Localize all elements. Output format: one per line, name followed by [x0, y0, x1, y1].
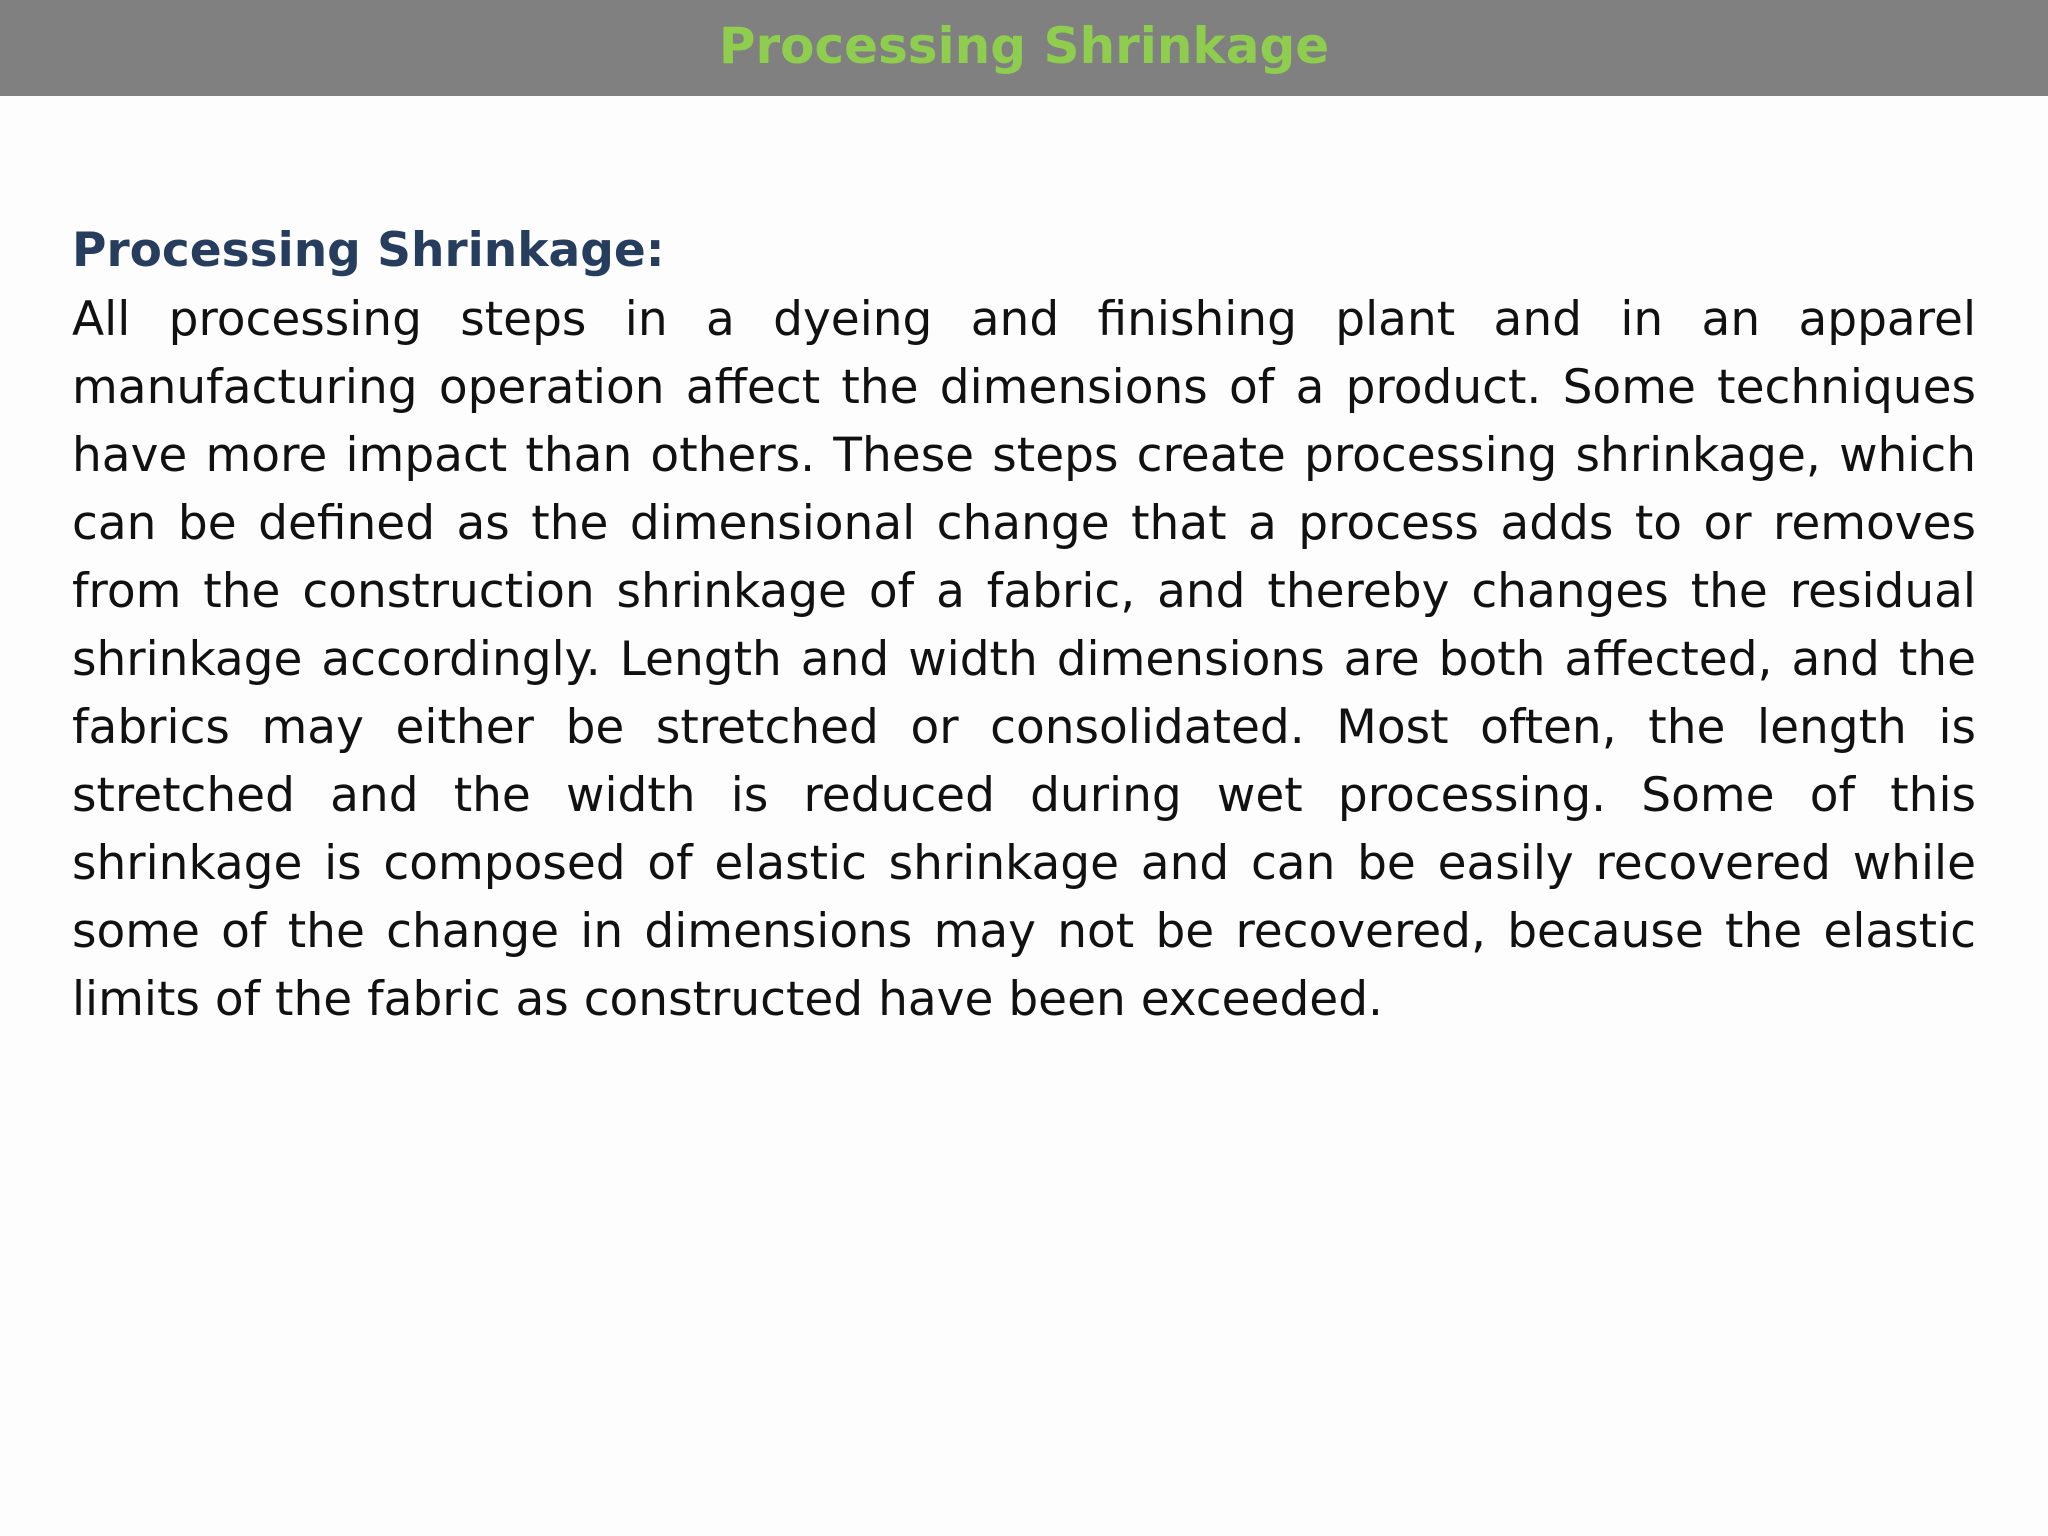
section-heading: Processing Shrinkage:: [72, 223, 665, 278]
body-paragraph: All processing steps in a dyeing and finishing plant and in an apparel manufacturing operation affect the dimensions of a product. Some techniques have more impact than others. These steps create processing shrinkage, which can be defined as the dimensional change that a process adds to or removes from the construction shrinkage of a fabric, and thereby changes the residual shrinkage accordingly. Length and width dimensions are both affected, and the fabrics may either be stretched or consolidated. Most often, the length is stretched and the width is reduced during wet processing. Some of this shrinkage is composed of elastic shrinkage and can be easily recovered while some of the change in dimensions may not be recovered, because the elastic limits of the fabric as constructed have been exceeded.: [72, 292, 1976, 1027]
slide-title: Processing Shrinkage: [718, 17, 1330, 75]
slide-content: [72, 220, 1976, 1034]
title-bar: [0, 0, 2048, 96]
